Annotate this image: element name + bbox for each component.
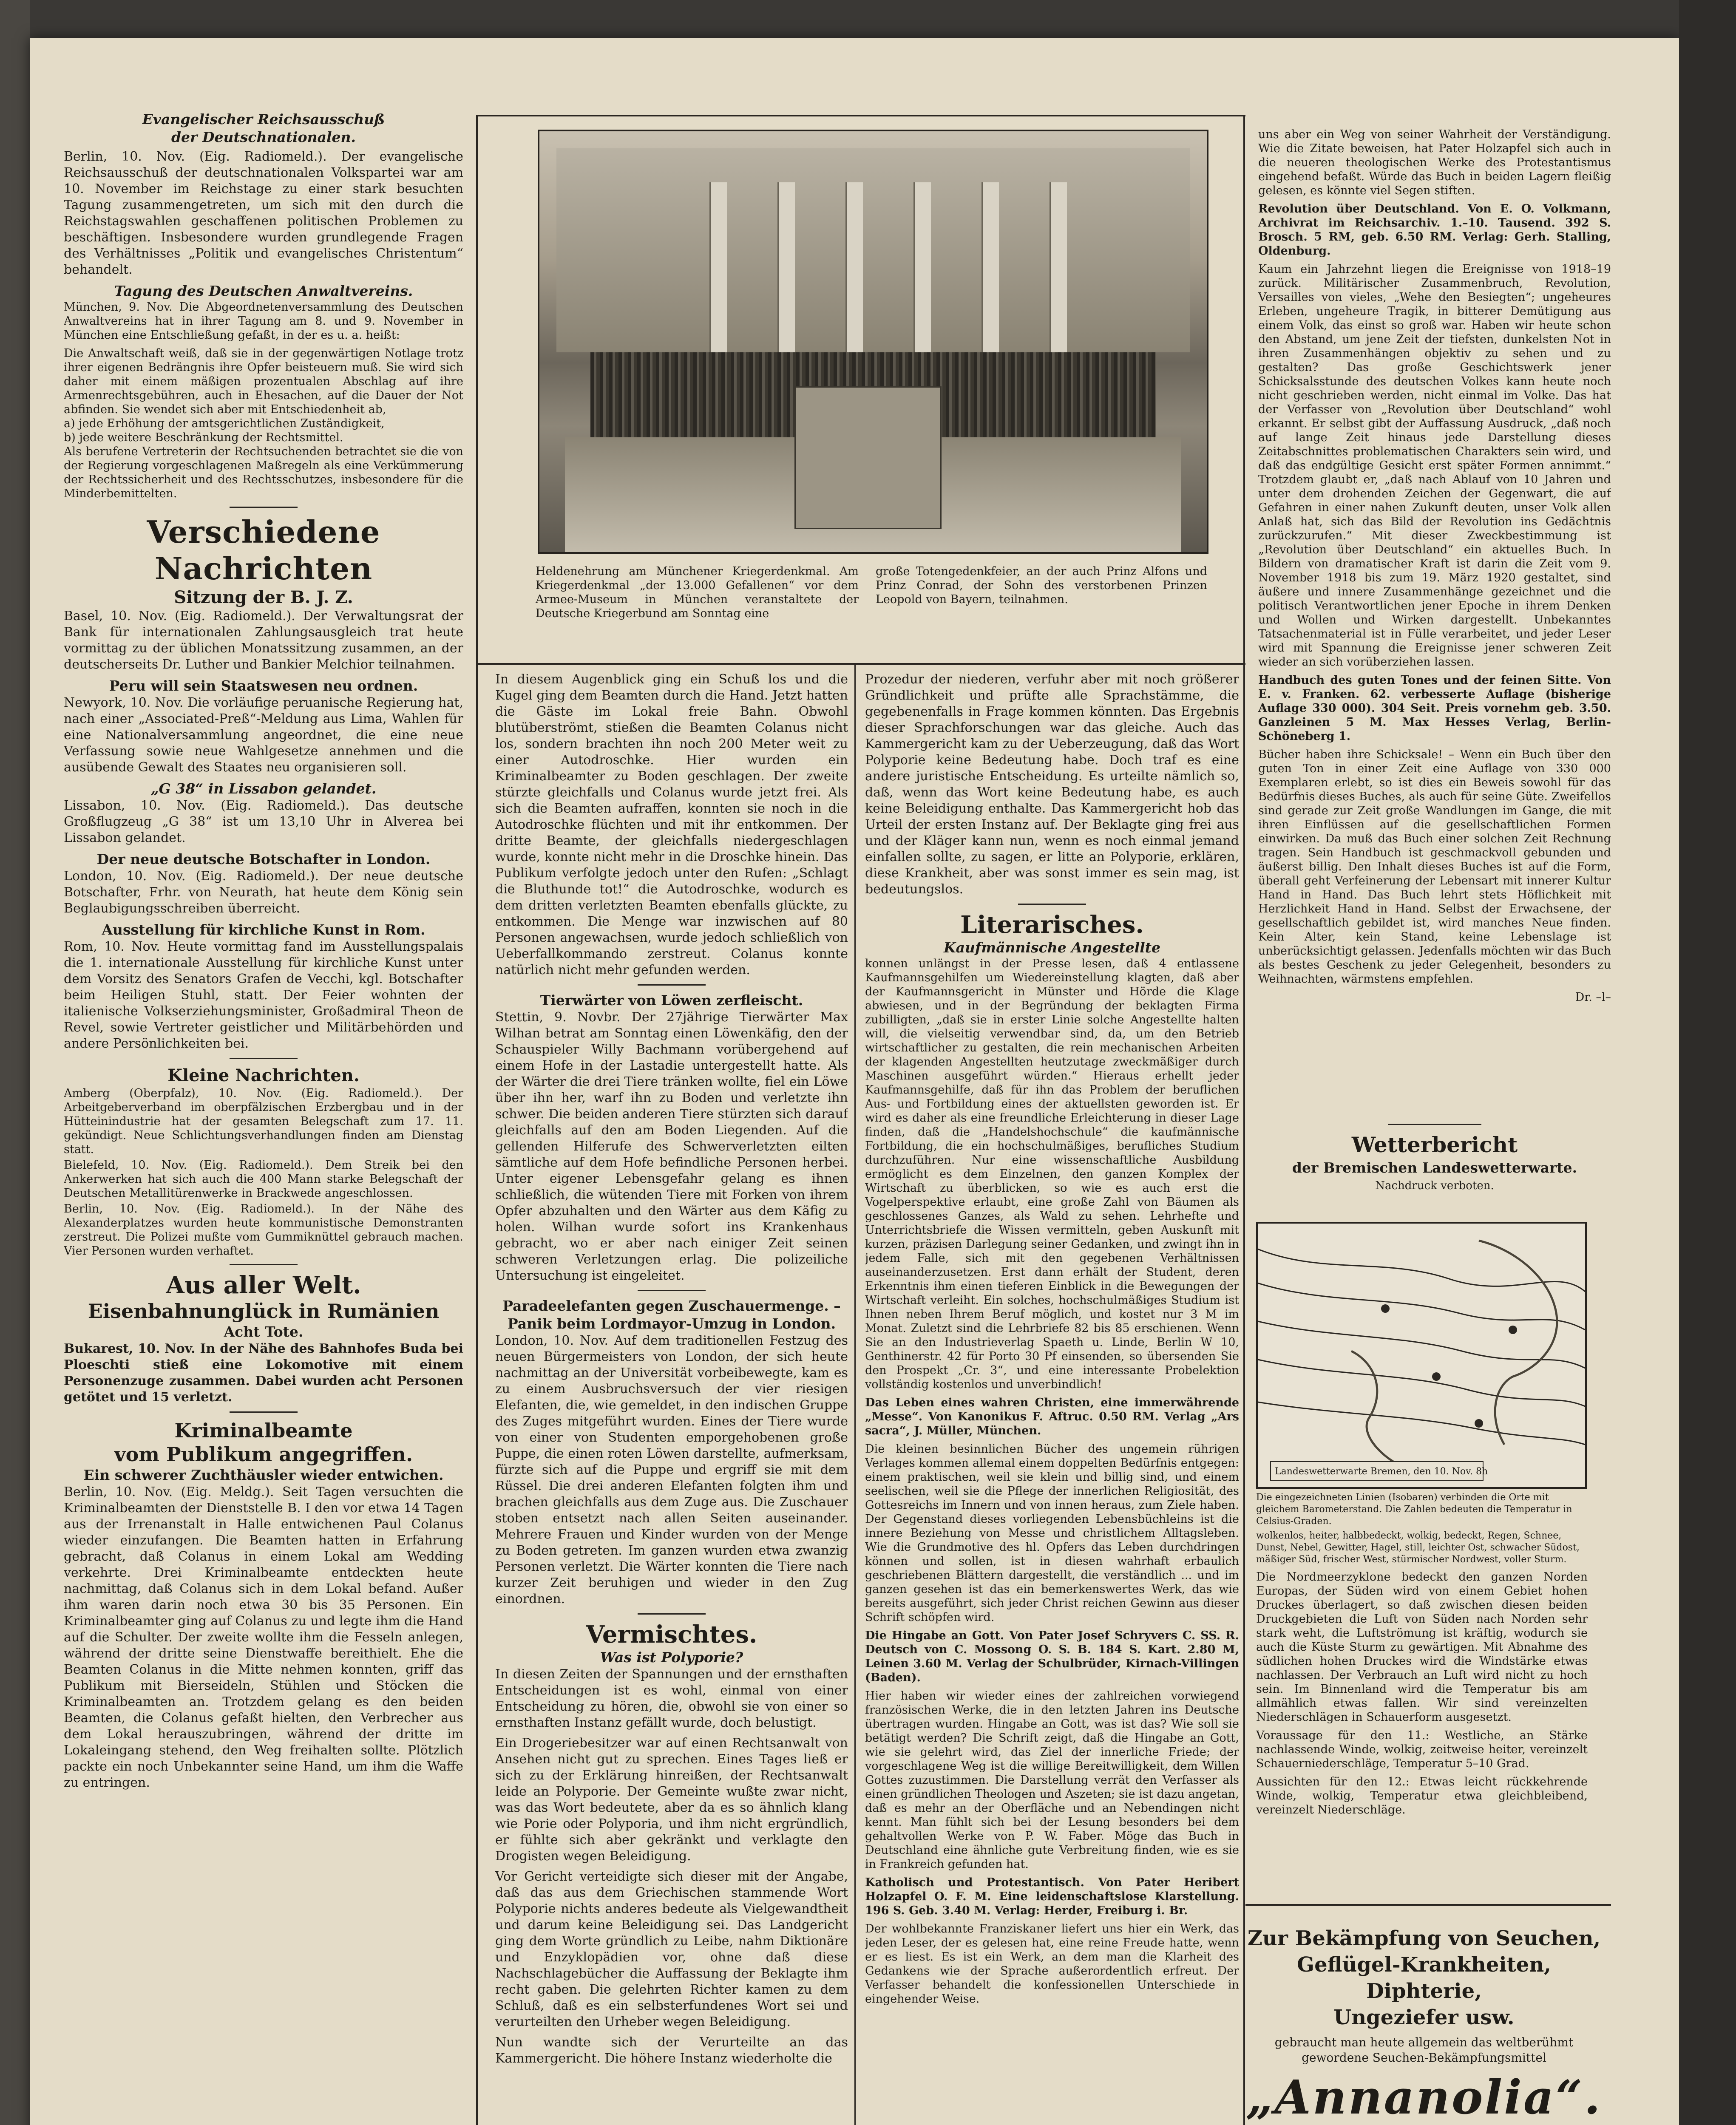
separator xyxy=(230,1411,298,1413)
weather-title: Wetterbericht xyxy=(1351,1132,1518,1157)
weather-text: Die Nordmeerzyklone bedeckt den ganzen Norden Europas, der Süden wird von einem Gebiet hohen Druckes überlagert, so daß zwischen diesen beiden Druckgebieten die Luft von Süden nach Norden sehr stark weht, die Luftströmung ist kräftig, wodurch sie auch die Küste Sturm zu gewärtigen. Mit Abnahme des südlichen hohen Druckes wird die Windstärke etwas nachlassen. Der Verbrauch an Luft wird nicht zu hoch sein. Im Binnenland wird die Temperatur bis am allmählich etwas fallen. Wir sind vereinzelten Niederschlägen in Schauerform ausgesetzt. xyxy=(1256,1570,1588,1724)
article-body: Bielefeld, 10. Nov. (Eig. Radiomeld.). Dem Streik bei den Ankerwerken hat sich auch die 400 Mann starke Belegschaft der Deutschen Metallitürenwerke in Brackwede angeschlossen. xyxy=(64,1159,463,1200)
article-body: Berlin, 10. Nov. (Eig. Radiomeld.). In der Nähe des Alexanderplatzes wurden heute kommunistische Demonstranten zerstreut. Die Polizei mußte vom Gummiknüttel gebrauch machen. Vier Personen wurden verhaftet. xyxy=(64,1202,463,1258)
article-title: Eisenbahnunglück in Rumänien xyxy=(88,1300,440,1323)
article-body: Der wohlbekannte Franziskaner liefert uns hier ein Werk, das jeden Leser, der es gelesen hat, eine reine Freude hatte, wenn er es liest. Es ist ein Werk, an dem man die Klarheit des Gedankens wie der Sprache außerordentlich erfreut. Der Verfasser behandelt die konfessionellen Unterschiede in eingehender Weise. xyxy=(865,1922,1239,2006)
separator xyxy=(638,1613,706,1615)
weather-note: Nachdruck verboten. xyxy=(1375,1179,1494,1192)
advertisement xyxy=(1245,1925,1603,2125)
article-body: Newyork, 10. Nov. Die vorläufige peruanische Regierung hat, nach einer „Associated-Preß“-Meldung aus Lima, Wahlen für eine Nationalversammlung angeordnet, die eine neue Verfassung sowie neue Wahlgesetze annehmen und die ausübende Gewalt des Staates neu organisieren soll. xyxy=(64,695,463,775)
weather-outlook: Aussichten für den 12.: Etwas leicht rückkehrende Winde, wolkig, Temperatur etwa gleichbleibend, vereinzelt Niederschläge. xyxy=(1256,1775,1588,1816)
photo-war-memorial-munich xyxy=(538,130,1208,554)
photo-column xyxy=(1050,182,1067,352)
book-title: Das Leben eines wahren Christen, eine immerwährende „Messe“. Von Kanonikus F. Aftruc. 0.50 RM. Verlag „Ars sacra“, J. Müller, München. xyxy=(865,1396,1239,1437)
map-label: Landeswetterwarte Bremen, den 10. Nov. 8h xyxy=(1275,1466,1488,1477)
photo-monument xyxy=(794,386,942,529)
article-body: Als berufene Vertreterin der Rechtsuchenden betrachtet sie die von der Regierung vorgeschlagenen Maßregeln als eine Verkümmerung der Rechtssicherheit und des Rechtsschutzes, insbesondere für die Minderbemittelten. xyxy=(64,445,463,500)
article-title: Kaufmännische Angestellte xyxy=(943,939,1161,956)
separator xyxy=(230,507,298,508)
article-title: Peru will sein Staatswesen neu ordnen. xyxy=(109,677,418,694)
article-body: Bücher haben ihre Schicksale! – Wenn ein Buch über den guten Ton in einer Zeit eine Auflage von 330 000 Exemplaren erlebt, so ist dies ein Beweis sowohl für das Bedürfnis dieses Buches, als auch für seine Güte. Zweifellos sind gerade zur Zeit große Wandlungen im Gange, die mit ihren Einflüssen auf die gesellschaftlichen Formen einwirken. Da muß das Buch einer solchen Zeit Rechnung tragen. Sein Handbuch ist geschmackvoll gebunden und äußerst billig. Den Inhalt dieses Buches ist auf die Form, überall geht Verfeinerung der Lebensart mit innerer Kultur Hand in Hand. Das Buch lehrt stets Höflichkeit mit Herzlichkeit Hand in Hand. Selbst der Erwachsene, der gesellschaftlich gebildet ist, wird manches Neue finden. Kein Alter, kein Stand, keine Lebenslage ist unberücksichtigt gelassen. Jedenfalls möchten wir das Buch als bestes Geschenk zu jeder Gelegenheit, besonders zu Weihnachten, wärmstens empfehlen. xyxy=(1258,748,1611,986)
article-subtitle: Acht Tote. xyxy=(224,1323,304,1340)
page-gutter-right xyxy=(1679,0,1736,2125)
ad-line: Ungeziefer usw. xyxy=(1333,2006,1515,2029)
author-signature: Dr. –l– xyxy=(1575,991,1611,1004)
list-item: b) jede weitere Beschränkung der Rechtsmittel. xyxy=(64,431,343,444)
list-item: a) jede Erhöhung der amtsgerichtlichen Zuständigkeit, xyxy=(64,417,385,430)
article-body: Hier haben wir wieder eines der zahlreichen vorwiegend französischen Werke, die in den letzten Jahren ins Deutsche übertragen wurden. Hingabe an Gott, was ist das? Wie soll sie betätigt werden? Die Schrift zeigt, daß die Hingabe an Gott, wie sie gelehrt wird, das Ziel der innerliche Friede; der vorgeschlagene Weg ist die willige Bereitwilligkeit, dem Willen Gottes zuzustimmen. Die Darstellung verrät den Verfasser als einen gründlichen Theologen und Aszeten; sie ist dazu angetan, daß es mehr an der Oberfläche und an Nebendingen nicht kennt. Man fühlt sich bei der Lesung besonders bei dem gehaltvollen Werke von P. W. Faber. Möge das Buch in Deutschland eine ähnliche gute Verbreitung finden, wie es sie in Frankreich gefunden hat. xyxy=(865,1689,1239,1871)
article-body: Basel, 10. Nov. (Eig. Radiomeld.). Der Verwaltungsrat der Bank für internationalen Zahlungsausgleich trat heute vormittag zu der üblichen Monatssitzung zusammen, an der deutscherseits Dr. Luther und Bankier Melchior teilnahmen. xyxy=(64,609,463,672)
separator xyxy=(1018,904,1086,905)
weather-map xyxy=(1256,1222,1587,1489)
article-body: Stettin, 9. Novbr. Der 27jährige Tierwärter Max Wilhan betrat am Sonntag einen Löwenkäfig, den der Schauspieler Willy Bachmann vorübergehend auf einem Hofe in der Lastadie untergestellt hatte. Als der Wärter die drei Tiere tränken wollte, fiel ein Löwe über ihn her, warf ihn zu Boden und verletzte ihn schwer. Die beiden anderen Tiere stürzten sich darauf gleichfalls auf den am Boden Liegenden. Auf die gellenden Hilferufe des Schwerverletzten eilten sämtliche auf dem Hofe befindliche Personen herbei. Unter eigener Lebensgefahr gelang es ihnen schließlich, die wütenden Tiere mit Forken von ihrem Opfer abzuhalten und den Wärter aus dem Käfig zu holen. Wilhan wurde sofort ins Krankenhaus gebracht, wo er aber nach einiger Zeit seinen schweren Verletzungen erlag. Die polizeiliche Untersuchung ist eingeleitet. xyxy=(495,1010,848,1283)
weather-header xyxy=(1258,1118,1611,1195)
article-title: der Deutschnationalen. xyxy=(171,129,356,145)
page-gutter-left xyxy=(0,0,30,2125)
article-body: Nun wandte sich der Verurteilte an das Kammergericht. Die höhere Instanz wiederholte die xyxy=(495,2035,848,2066)
photo-column xyxy=(777,182,795,352)
column-3 xyxy=(865,672,1239,2125)
separator xyxy=(1388,1124,1481,1125)
ad-text: gebraucht man heute allgemein das weltberühmt gewordene Seuchen-Bekämpfungsmittel xyxy=(1274,2035,1574,2065)
column-rule-2 xyxy=(854,663,856,2125)
photo-column xyxy=(709,182,727,352)
legend-text: Die eingezeichneten Linien (Isobaren) verbinden die Orte mit gleichem Barometerstand. Die Zahlen bedeuten die Temperatur in Celsius-Graden. xyxy=(1256,1492,1572,1527)
article-body: In diesen Zeiten der Spannungen und der ernsthaften Entscheidungen ist es wohl, einmal von einer Entscheidung zu hören, die, obwohl sie von einer so ernsthaften Instanz gefällt wurde, doch belustigt. xyxy=(495,1667,848,1730)
article-title: Sitzung der B. J. Z. xyxy=(174,587,353,607)
article-title: „G 38“ in Lissabon gelandet. xyxy=(150,780,377,797)
article-body: uns aber ein Weg von seiner Wahrheit der Verständigung. Wie die Zitate beweisen, hat Pater Holzapfel sich auch in die neueren theologischen Werke des Protestantismus eingehend befaßt. Würde das Buch in beiden Lagern fleißig gelesen, es könnte viel Segen stiften. xyxy=(1258,128,1611,197)
article-title: Panik beim Lordmayor-Umzug in London. xyxy=(507,1315,836,1332)
caption-left: Heldenehrung am Münchener Kriegerdenkmal. Am Kriegerdenkmal „der 13.000 Gefallenen“ vor dem Armee-Museum in München veranstaltete der Deutsche Kriegerbund am Sonntag eine xyxy=(536,565,859,620)
article-title: Paradeelefanten gegen Zuschauermenge. – xyxy=(502,1298,841,1314)
column-1 xyxy=(64,110,463,2125)
section-heading: Vermischtes. xyxy=(586,1621,757,1649)
article-body: Prozedur der niederen, verfuhr aber mit noch größerer Gründlichkeit und prüfte alle Sprachstämme, die gegebenenfalls in Frage kommen könnten. Das Ergebnis dieser Sprachforschungen war das gleiche. Auch das Kammergericht kam zu der Ueberzeugung, daß das Wort Polyporie keine Bedeutung habe. Doch traf es eine andere juristische Entscheidung. Es urteilte nämlich so, daß, wenn das Wort keine Bedeutung habe, es auch keine Beleidigung enthalte. Das Kammergericht hob das Urteil der ersten Instanz auf. Der Beklagte ging frei aus und der Kläger kann nun, wenn es noch einmal jemand einfallen sollte, zu sagen, er litte an Polyporie, erklären, diese Krankheit, aber was sonst immer es sein mag, ist bedeutungslos. xyxy=(865,672,1239,897)
ad-brand: „Annanolia“. xyxy=(1246,2070,1602,2125)
column-rule-3 xyxy=(1243,115,1245,2125)
article-title: Evangelischer Reichsausschuß xyxy=(142,111,385,128)
section-heading: Aus aller Welt. xyxy=(166,1271,361,1299)
article-body: Berlin, 10. Nov. (Eig. Meldg.). Seit Tagen versuchten die Kriminalbeamten der Dienststelle B. I den vor etwa 14 Tagen aus der Irrenanstalt in Halle entwichenen Paul Colanus wieder einzufangen. Die Beamten hatten in Erfahrung gebracht, daß Colanus in einem Lokal am Wedding verkehrte. Drei Kriminalbeamte entdeckten heute nachmittag, daß Colanus sich in dem Lokal befand. Außer ihm waren darin noch etwa 30 bis 35 Personen. Ein Kriminalbeamter ging auf Colanus zu und legte ihm die Hand auf die Schulter. Der zweite wollte ihm die Fesseln anlegen, während der dritte seine Dienstwaffe bereithielt. Ehe die Beamten Colanus in die Mitte nehmen konnten, griff das Publikum mit Bierseideln, Stühlen und Stöcken die Kriminalbeamten an. Trotzdem gelang es den beiden Beamten, die Colanus gefaßt hielten, den Verbrecher aus dem Lokal herauszubringen, während der dritte im Lokaleingang stehend, den Weg freihalten sollte. Plötzlich packte ein noch Unbekannter seine Hand, um ihm die Waffe zu entringen. xyxy=(64,1485,463,1790)
separator xyxy=(638,1290,706,1291)
legend-symbols: wolkenlos, heiter, halbbedeckt, wolkig, bedeckt, Regen, Schnee, Dunst, Nebel, Gewitter, Hagel, still, leichter Ost, schwacher Südost, mäßiger Süd, frischer West, stürmischer Nordwest, voller Sturm. xyxy=(1256,1530,1580,1565)
isobar-map-graphic xyxy=(1258,1224,1585,1487)
article-title: Was ist Polyporie? xyxy=(600,1649,743,1666)
book-title: Handbuch des guten Tones und der feinen Sitte. Von E. v. Franken. 62. verbesserte Auflage (bisherige Auflage 330 000). 304 Seit. Preis vornehm geb. 3.50. Ganzleinen 5 M. Max Hesses Verlag, Berlin-Schöneberg 1. xyxy=(1258,674,1611,743)
article-body: München, 9. Nov. Die Abgeordnetenversammlung des Deutschen Anwaltvereins hat in ihrer Tagung am 8. und 9. November in München eine Entschließung gefaßt, in der es u. a. heißt: xyxy=(64,300,463,342)
column-rule-1 xyxy=(476,115,478,2125)
article-body: Ein Drogeriebesitzer war auf einen Rechtsanwalt von Ansehen nicht gut zu sprechen. Eines Tages ließ er sich zu der Erklärung hinreißen, der Rechtsanwalt leide an Polyporie. Der Gemeinte wußte zwar nicht, was das Wort bedeutete, aber da es so ähnlich klang wie Porie oder Polyporia, und ihm nicht ergründlich, er fühlte sich aber gekränkt und verklagte den Drogisten wegen Beleidigung. xyxy=(495,1736,848,1864)
section-heading: Kleine Nachrichten. xyxy=(167,1065,360,1085)
article-title: Ausstellung für kirchliche Kunst in Rom. xyxy=(102,921,425,938)
column-4 xyxy=(1258,128,1611,1207)
article-subtitle: Ein schwerer Zuchthäusler wieder entwichen. xyxy=(83,1467,444,1483)
article-body: Berlin, 10. Nov. (Eig. Radiomeld.). Der evangelische Reichsausschuß der deutschnationalen Volkspartei war am 10. November im Reichstage zu einer stark besuchten Tagung zusammengetreten, um sich mit den durch die Reichstagswahlen geschaffenen politischen Problemen zu beschäftigen. Insbesondere wurden grundlegende Fragen des Verhältnisses „Politik und evangelisches Christentum“ behandelt. xyxy=(64,149,463,277)
article-body: konnen unlängst in der Presse lesen, daß 4 entlassene Kaufmannsgehilfen um Wiedereinstellung klagten, daß aber der Kaufmannsgericht in Münster und Hörde die Klage abwiesen, und in der Begründung der beklagten Firma zubilligten, „daß sie in erster Linie solche Angestellte halten will, die vielseitig verwendbar sind, da, um den Betrieb wirtschaftlicher zu gestalten, die rein mechanischen Arbeiten der klagenden Angestellten heutzutage zweckmäßiger durch Maschinen ausgeführt würden.“ Hieraus erhellt jeder Kaufmannsgehilfe, daß für ihn das Problem der beruflichen Aus- und Fortbildung eines der aktuellsten geworden ist. Er wird es daher als eine freundliche Erleichterung in dieser Lage finden, daß die „Handelshochschule“ die kaufmännische Fortbildung, die ein hochschulmäßiges, berufliches Studium durchzuführen. Nur eine wissenschaftliche Ausbildung ermöglicht es dem Einzelnen, den ganzen Komplex der Wirtschaft zu überblicken, so wie es auch erst die Vogelperspektive erlaubt, eine große Zahl von Bäumen als geschlossenes Ganzes, als Wald zu sehen. Lehrhefte und Unterrichtsbriefe die Wissen vermitteln, geben Auskunft mit kurzen, präzisen Darlegung seiner Gedanken, und zwingt ihn in jedem Falle, sich mit den gegebenen Verhältnissen auseinanderzusetzen. Erst dann erhält der Student, deren Erkenntnis ihm einen tieferen Einblick in die Bewegungen der Wirtschaft verleiht. Ein solches, hochschulmäßiges Studium ist Ihnen neben Ihrem Beruf möglich, und kostet nur 3 M im Monat. Zuletzt sind die Lehrbriefe 82 bis 85 erschienen. Wenn Sie an den Industrieverlag Spaeth u. Linde, Berlin W 10, Genthinerstr. 42 für Porto 30 Pf einsenden, so übersenden Sie den Prospekt „Cr. 3“, und eine interessante Probelektion vollständig kostenlos und unverbindlich! xyxy=(865,957,1239,1391)
photo-column xyxy=(845,182,863,352)
separator xyxy=(638,984,706,986)
weather-legend xyxy=(1256,1492,1588,1821)
separator xyxy=(230,1058,298,1059)
article-body: In diesem Augenblick ging ein Schuß los und die Kugel ging dem Beamten durch die Hand. Jetzt hatten die Gäste im Lokal freie Bahn. Obwohl blutüberströmt, stießen die Beamten Colanus nicht los, sondern brachten ihn noch 200 Meter weit zu einer Autodroschke. Hier wurden ein Kriminalbeamter zu Boden geschlagen. Der zweite stürzte gleichfalls und Colanus wurde jetzt frei. Als sich die Beamten aufraffen, konnten sie noch in die Autodroschke flüchten und mit ihr entkommen. Der dritte Beamte, der gleichfalls niedergeschlagen wurde, konnte nicht mehr in die Droschke hinein. Das Publikum verfolgte jedoch unter den Rufen: „Schlagt die Bluthunde tot!“ die Autodroschke, wodurch es dem dritten verletzten Beamten ebenfalls glückte, zu entkommen. Die Menge war inzwischen auf 80 Personen angewachsen, wurde jedoch schließlich von Ueberfallkommando zerstreut. Colanus konnte natürlich nicht mehr gefunden werden. xyxy=(495,672,848,978)
article-body: Vor Gericht verteidigte sich dieser mit der Angabe, daß das aus dem Griechischen stammende Wort Polyporie nichts anderes bedeute als Vielgewandtheit und darum keine Beleidigung sei. Das Landgericht ging dem Worte gründlich zu Leibe, nahm Diktionäre und Enzyklopädien vor, ohne daß diese Nachschlagebücher die Auffassung der Beklagte ihm recht gaben. Die gelehrten Richter kamen zu dem Schluß, daß es ein selbsterfundenes Wort sei und verurteilten den Urheber wegen Beleidigung. xyxy=(495,1869,848,2029)
article-body: Rom, 10. Nov. Heute vormittag fand im Ausstellungspalais die 1. internationale Ausstellung für kirchliche Kunst unter dem Vorsitz des Senators Grafen de Vecchi, kgl. Botschafter beim Heiligen Stuhl, statt. Der Feier wohnten der italienische Volkserziehungsminister, Großadmiral Theon de Revel, sowie Vertreter geistlicher und Militärbehörden und andere Persönlichkeiten bei. xyxy=(64,939,463,1051)
article-body: Lissabon, 10. Nov. (Eig. Radiomeld.). Das deutsche Großflugzeug „G 38“ ist um 13,10 Uhr in Alverea bei Lissabon gelandet. xyxy=(64,798,463,845)
separator xyxy=(230,1264,298,1265)
ad-rule xyxy=(1245,1904,1611,1906)
article-body: London, 10. Nov. Auf dem traditionellen Festzug des neuen Bürgermeisters von London, der sich heute nachmittag an der Universität vorbeibewegte, kam es zu einem Ausbruchsversuch der vier riesigen Elefanten, die, wie gemeldet, in den indischen Gruppe des Zuges mitgeführt wurden. Eines der Tiere wurde von einer von Studenten emporgehobenen große Puppe, die einen roten Löwen darstellte, aufmerksam, fürzte sich auf die Puppe und ergriff sie mit dem Rüssel. Die drei anderen Elefanten folgten ihm und brachen gleichfalls aus dem Zuge aus. Die Zuschauer stoben entsetzt nach allen Seiten auseinander. Mehrere Frauen und Kinder wurden von der Menge zu Boden getreten. Im ganzen wurden etwa zwanzig Personen verletzt. Die Wärter konnten die Tiere nach kurzer Zeit beruhigen und wieder in den Zug einordnen. xyxy=(495,1333,848,1606)
article-title: Kriminalbeamte xyxy=(174,1419,353,1442)
article-body: Kaum ein Jahrzehnt liegen die Ereignisse von 1918–19 zurück. Militärischer Zusammenbruch, Revolution, Versailles von vieles, „Wehe den Besiegten“; ungeheures Erleben, ungeheure Tragik, in bitterer Demütigung aus einem Volk, das einst so groß war. Haben wir heute schon den Abstand, um jene Zeit der tiefsten, dunkelsten Not in ihren Zusammenhängen objektiv zu sehen und zu gestalten? Das große Geschichtswerk jener Schicksalsstunde des deutschen Volkes kann heute noch nicht geschrieben werden, nicht einmal im Volke. Das hat der Verfasser von „Revolution über Deutschland“ wohl erkannt. Er selbst gibt der Auffassung Ausdruck, „daß noch auf lange Zeit hinaus jede Darstellung dieses Zeitabschnittes problematischen Charakters sein wird, und daß das endgültige Gesicht erst später Formen annimmt.“ Trotzdem glaubt er, „daß nach Ablauf von 10 Jahren und unter dem drohenden Zeichen der Gegenwart, die auf Gefahren in einer nahen Zukunft deuten, unser Volk allen Anlaß hat, sich das Bild der Revolution ins Gedächtnis zurückzurufen.“ Mit dieser Zweckbestimmung ist „Revolution über Deutschland“ ein aktuelles Buch. In Bildern von dramatischer Kraft ist darin die Zeit vom 9. November 1918 bis zum 19. März 1920 gestaltet, sind äußere und innere Zusammenhänge gezeichnet und die politisch Verantwortlichen jener Epoche in ihrem Denken und Wollen und Wirken dargestellt. Unbekanntes Tatsachenmaterial ist in Fülle verarbeitet, und jeder Leser wird mit Spannung die Ereignisse jener schweren Zeit wieder an sich vorüberziehen lassen. xyxy=(1258,263,1611,669)
article-title: Tagung des Deutschen Anwaltvereins. xyxy=(114,283,413,299)
article-title: vom Publikum angegriffen. xyxy=(114,1443,413,1466)
ad-line: Zur Bekämpfung von Seuchen, xyxy=(1247,1927,1601,1950)
article-body: Die kleinen besinnlichen Bücher des ungemein rührigen Verlages kommen allemal einem doppelten Bedürfnis entgegen: einem praktischen, weil sie klein und billig sind, und einem seelischen, weil sie die Pflege der innerlichen Religiosität, des Gottesreichs im Innern und von innen heraus, zum Ziele haben. Der Gegenstand dieses vorliegenden Lebensbüchleins ist die innere Beziehung von Messe und christlichem Alltagsleben. Wie die Grundmotive des hl. Opfers das Leben durchdringen können und sollen, ist in diesen wahrhaft erbaulich geschriebenen Blättern dargestellt, die verständlich ... und im ganzen gesehen ist das ein bemerkenswertes Werk, das wie bereits ausgeführt, sich jeder Christ reichen Gewinn aus dieser Schrift schöpfen wird. xyxy=(865,1442,1239,1624)
book-title: Katholisch und Protestantisch. Von Pater Heribert Holzapfel O. F. M. Eine leidenschaftslose Klarstellung. 196 S. Geb. 3.40 M. Verlag: Herder, Freiburg i. Br. xyxy=(865,1876,1239,1917)
section-heading: Literarisches. xyxy=(960,911,1144,939)
article-body: Bukarest, 10. Nov. In der Nähe des Bahnhofes Buda bei Ploeschti stieß eine Lokomotive mit einem Personenzuge zusammen. Dabei wurden acht Personen getötet und 15 verletzt. xyxy=(64,1341,463,1405)
section-heading: Verschiedene Nachrichten xyxy=(147,514,380,586)
weather-subtitle: der Bremischen Landeswetterwarte. xyxy=(1292,1159,1577,1176)
article-title: Tierwärter von Löwen zerfleischt. xyxy=(540,992,803,1009)
weather-forecast: Voraussage für den 11.: Westliche, an Stärke nachlassende Winde, wolkig, zeitweise heiter, vereinzelt Schauerniederschläge, Temperatur 5–10 Grad. xyxy=(1256,1729,1588,1770)
article-body: London, 10. Nov. (Eig. Radiomeld.). Der neue deutsche Botschafter, Frhr. von Neurath, hat heute dem König sein Beglaubigungsschreiben überreicht. xyxy=(64,869,463,916)
article-title: Der neue deutsche Botschafter in London. xyxy=(96,851,431,867)
photo-column xyxy=(981,182,999,352)
article-body: Amberg (Oberpfalz), 10. Nov. (Eig. Radiomeld.). Der Arbeitgeberverband im oberpfälzischen Erzbergbau und in der Hütteinindustrie hat der gesamten Belegschaft zum 17. 11. gekündigt. Neue Schlichtungsverhandlungen finden am Dienstag statt. xyxy=(64,1087,463,1156)
photo-column xyxy=(913,182,931,352)
photo-building xyxy=(556,148,1190,352)
book-title: Revolution über Deutschland. Von E. O. Volkmann, Archivrat im Reichsarchiv. 1.–10. Tausend. 392 S. Brosch. 5 RM, geb. 6.50 RM. Verlag: Gerh. Stalling, Oldenburg. xyxy=(1258,202,1611,258)
photo-bottom-rule xyxy=(476,663,1245,665)
article-body: Die Anwaltschaft weiß, daß sie in der gegenwärtigen Notlage trotz ihrer eigenen Bedrängnis ihre Opfer beisteuern muß. Sie wird sich daher mit einem mäßigen prozentualen Abschlag auf ihre Armenrechtsgebühren, auch in Ehesachen, auf die Dauer der Not abfinden. Sie wendet sich aber mit Entschiedenheit ab, xyxy=(64,347,463,416)
book-title: Die Hingabe an Gott. Von Pater Josef Schryvers C. SS. R. Deutsch von C. Mossong O. S. B. 184 S. Kart. 2.80 M, Leinen 3.60 M. Verlag der Schulbrüder, Kirnach-Villingen (Baden). xyxy=(865,1629,1239,1684)
ad-line: Geflügel-Krankheiten, Diphterie, xyxy=(1297,1953,1551,2003)
caption-right: große Totengedenkfeier, an der auch Prinz Alfons und Prinz Conrad, der Sohn des verstorbenen Prinzen Leopold von Bayern, teilnahmen. xyxy=(876,565,1207,606)
top-rule-photo xyxy=(476,115,1245,116)
column-2 xyxy=(495,672,848,2125)
